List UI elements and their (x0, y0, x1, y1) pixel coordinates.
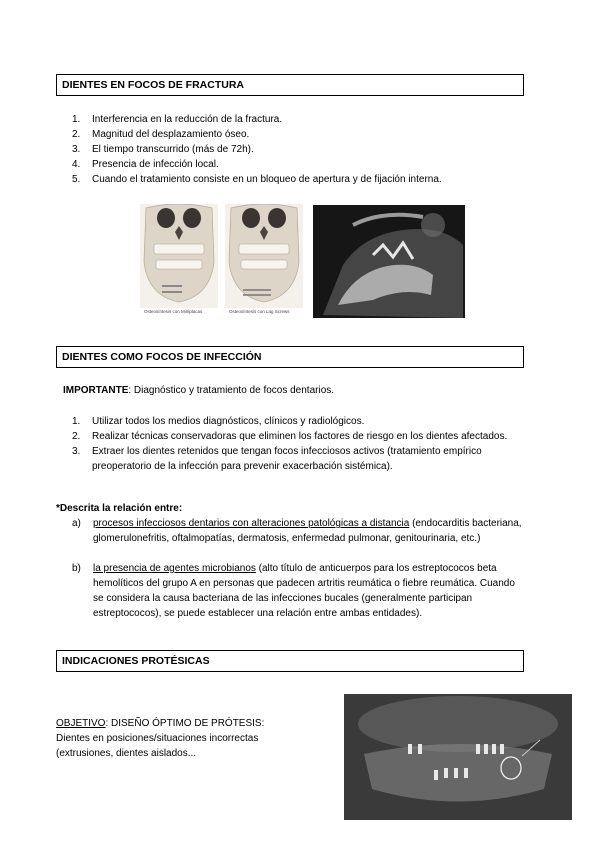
marker-a: a) (72, 518, 81, 529)
objective-label: OBJETIVO (56, 718, 106, 729)
list-item: 3. El tiempo transcurrido (más de 72h). (72, 144, 254, 155)
important-label: IMPORTANTE (63, 385, 129, 396)
relation-item-a (72, 516, 528, 546)
list-item: 2. Magnitud del desplazamiento óseo. (72, 129, 250, 140)
list-item: 1. Interferencia en la reducción de la fractura. (72, 114, 283, 125)
skull-miniplates-image (140, 204, 218, 308)
list-item: 3. Extraer los dientes retenidos que tengan focos infecciosos activos (tratamiento empírico preoperatorio de la infección para prevenir exacerbación sistémica). (72, 446, 482, 472)
important-text: : Diagnóstico y tratamiento de focos dentarios. (128, 385, 335, 396)
section-header-fracture: DIENTES EN FOCOS DE FRACTURA (56, 74, 524, 96)
list-item: 1. Utilizar todos los medios diagnósticos, clínicos y radiológicos. (72, 416, 365, 427)
relation-b-text: (alto título de anticuerpos para los estreptococos beta hemolíticos del grupo A en personas que padecen artritis reumática o fiebre reumática. Cuando se considera la causa bacteriana de las infecciones bucales (generalmente participan estreptococos), se puede establecer una relación entre ambas entidades). (93, 563, 515, 619)
list-item: 5. Cuando el tratamiento consiste en un bloqueo de apertura y de fijación interna. (72, 174, 442, 185)
caption-miniplates: Osteosíntesis con Miniplacas (144, 309, 203, 314)
section-header-prosthetic: INDICACIONES PROTÉSICAS (56, 650, 524, 672)
objective-text: : DISEÑO ÓPTIMO DE PRÓTESIS: (105, 718, 265, 729)
relation-item-b (72, 561, 528, 621)
skull-lag-screws-image (225, 204, 303, 308)
relation-a-underlined: procesos infecciosos dentarios con alteraciones patológicas a distancia (93, 518, 410, 529)
skull-xray-image (313, 205, 465, 318)
relation-a-text: (endocarditis bacteriana, glomerulonefritis, oftalmopatías, dermatosis, enfermedad pulmonar, genitourinaria, etc.) (93, 518, 522, 544)
list-item: 4. Presencia de infección local. (72, 159, 219, 170)
marker-b: b) (72, 563, 81, 574)
objective-line (56, 716, 306, 731)
panoramic-xray-image (344, 694, 572, 820)
list-item: 2. Realizar técnicas conservadoras que eliminen los factores de riesgo en los dientes afectados. (72, 431, 508, 442)
caption-lag-screws: Osteosíntesis con Lag Screws (229, 309, 290, 314)
relation-b-underlined: la presencia de agentes microbianos (93, 563, 256, 574)
section-header-infection: DIENTES COMO FOCOS DE INFECCIÓN (56, 346, 524, 368)
relation-question: *Descrita la relación entre: (56, 503, 183, 514)
fracture-list (72, 112, 442, 187)
objective-body: Dientes en posiciones/situaciones incorrectas (extrusiones, dientes aislados... (56, 733, 259, 759)
infection-list (72, 414, 524, 474)
important-note (63, 383, 334, 398)
